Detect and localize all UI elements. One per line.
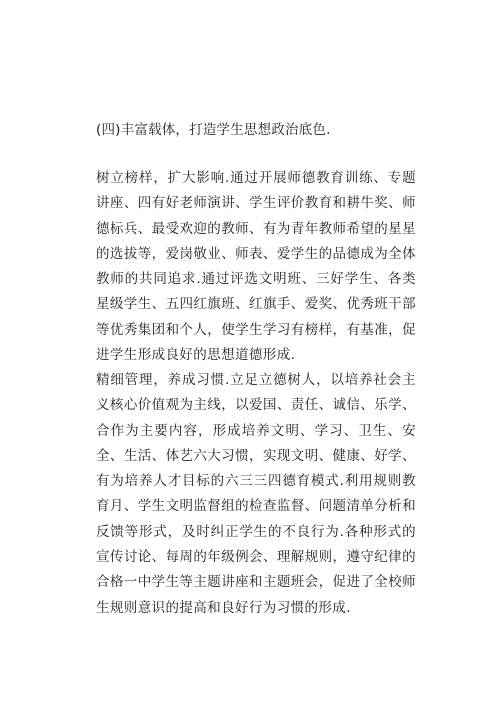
paragraph-role-models: 树立榜样，扩大影响.通过开展师德教育训练、专题讲座、四有好老师演讲、学生评价教育和耕牛奖、师德标兵、最受欢迎的教师、有为青年教师希望的星星的选拔等，爱岗敬业、师表、爱学生的品德成为全体教师的共同追求.通过评选文明班、三好学生、各类星级学生、五四红旗班、红旗手、爱奖、优秀班干部等优秀集团和个人，使学生学习有榜样，有基准，促进学生形成良好的思想道德形成. — [96, 170, 416, 364]
section-heading: (四)丰富载体，打造学生思想政治底色. — [96, 122, 331, 138]
paragraph-habit-management: 精细管理，养成习惯.立足立德树人，以培养社会主义核心价值观为主线，以爱国、责任、诚信、乐学、合作为主要内容，形成培养文明、学习、卫生、安全、生活、体艺六大习惯，实现文明、健康、好学、有为培养人才目标的六三三四德育模式.利用规则教育月、学生文明监督组的检查监督、问题清单分析和反馈等形式，及时纠正学生的不良行为.各种形式的宣传讨论、每周的年级例会、理解规则，遵守纪律的合格一中学生等主题讲座和主题班会，促进了全校师生规则意识的提高和良好行为习惯的形成. — [96, 372, 416, 616]
